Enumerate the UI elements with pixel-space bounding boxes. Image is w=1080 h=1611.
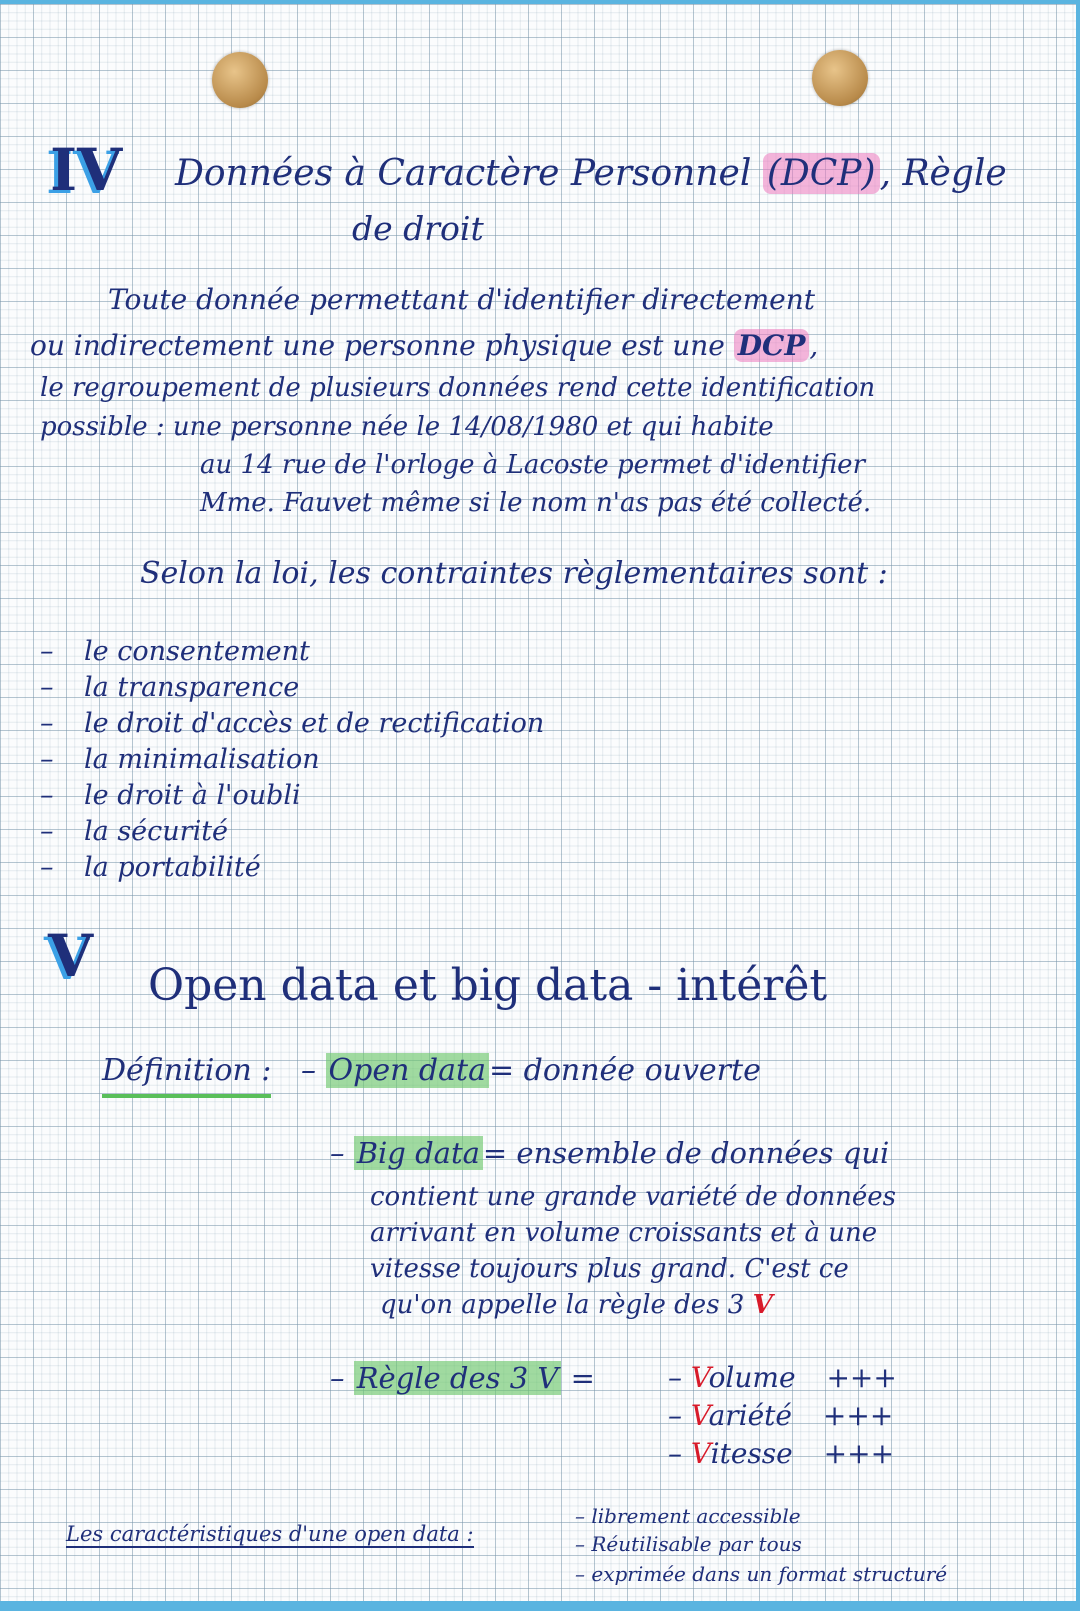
big-data-line-5 [380, 1292, 773, 1318]
paragraph-line-2 [30, 329, 819, 362]
rule-item-level: +++ [822, 1399, 894, 1432]
characteristic-text: exprimée dans un format structuré [591, 1562, 948, 1586]
rule-line [330, 1361, 595, 1395]
constraint-item: – le droit à l'oubli [40, 780, 301, 811]
dash: – [330, 1361, 354, 1395]
paragraph-line-1: Toute donnée permettant d'identifier directement [108, 283, 815, 316]
constraint-label: la sécurité [84, 816, 229, 847]
paragraph-line-5: au 14 rue de l'orloge à Lacoste permet d'identifier [200, 450, 865, 480]
rule-term: Règle des 3 V [354, 1361, 562, 1395]
constraint-label: le droit d'accès et de rectification [84, 708, 545, 739]
constraint-item: – la sécurité [40, 816, 229, 847]
title-dcp: (DCP) [763, 153, 880, 194]
title-part-2: Caractère Personnel [377, 153, 763, 194]
big-data-line-4: vitesse toujours plus grand. C'est ce [370, 1254, 849, 1284]
rule-item: – Volume +++ [668, 1361, 897, 1394]
characteristics-label [66, 1524, 474, 1545]
rule-item-letter: V [690, 1399, 709, 1432]
characteristic-item: – exprimée dans un format structuré [575, 1562, 948, 1586]
law-intro: Selon la loi, les contraintes règlementaires sont : [140, 556, 888, 591]
rule-item-letter: V [690, 1437, 711, 1470]
definition-label-row [102, 1053, 761, 1088]
equals: = [561, 1361, 595, 1395]
rule-item: – Variété +++ [668, 1399, 894, 1432]
punch-hole-right [812, 50, 868, 106]
big-data-line-2: contient une grande variété de données [370, 1182, 896, 1212]
big-data-def-5: qu'on appelle la règle des 3 [380, 1290, 753, 1320]
constraint-item: – la minimalisation [40, 744, 320, 775]
section-4-numeral: IV [50, 136, 123, 204]
constraint-item: – le consentement [40, 636, 310, 667]
big-data-line-3: arrivant en volume croissants et à une [370, 1218, 878, 1248]
characteristic-text: Réutilisable par tous [591, 1532, 802, 1556]
rule-item-letter: V [690, 1361, 709, 1394]
paragraph-dcp: DCP [734, 329, 810, 362]
constraint-label: la portabilité [84, 852, 261, 883]
big-data-v: V [752, 1290, 773, 1320]
characteristic-item: – librement accessible [575, 1504, 801, 1528]
big-data-term: Big data [354, 1136, 483, 1170]
constraint-label: le droit à l'oubli [84, 780, 301, 811]
paragraph-line-4: possible : une personne née le 14/08/1980 et qui habite [40, 412, 774, 442]
section-5-numeral: V [48, 922, 94, 990]
punch-hole-left [212, 52, 268, 108]
rule-item: – Vitesse +++ [668, 1437, 895, 1470]
constraint-item: – la transparence [40, 672, 300, 703]
rule-item-level: +++ [826, 1361, 897, 1394]
title-part-1: Données à [175, 153, 378, 194]
characteristics-label-text: Les caractéristiques d'une open data : [66, 1522, 474, 1546]
paragraph-line-2-end: , [809, 329, 819, 362]
rule-item-level: +++ [823, 1437, 895, 1470]
rule-item-rest: itesse [710, 1437, 793, 1470]
definition-label: Définition : [102, 1053, 271, 1098]
characteristic-text: librement accessible [591, 1504, 801, 1528]
dash: – [330, 1136, 354, 1170]
title-part-3: , Règle [879, 153, 1007, 194]
constraint-label: la minimalisation [84, 744, 320, 775]
section-5-title: Open data et big data - intérêt [148, 960, 828, 1011]
open-data-definition: = donnée ouverte [488, 1053, 761, 1088]
paragraph-line-2-text: ou indirectement une personne physique est une [30, 329, 734, 362]
big-data-line-1 [330, 1136, 890, 1170]
big-data-def-1: = ensemble de données qui [482, 1136, 890, 1170]
constraint-label: le consentement [84, 636, 310, 667]
paragraph-line-6: Mme. Fauvet même si le nom n'as pas été collecté. [200, 488, 872, 518]
notebook-page [0, 4, 1076, 1601]
constraint-item: – la portabilité [40, 852, 261, 883]
rule-item-rest: olume [708, 1361, 796, 1394]
paragraph-line-3: le regroupement de plusieurs données rend cette identification [40, 373, 876, 403]
section-4-title-line2: de droit [352, 209, 484, 248]
constraint-item: – le droit d'accès et de rectification [40, 708, 545, 739]
rule-item-rest: ariété [708, 1399, 792, 1432]
constraint-label: la transparence [84, 672, 300, 703]
section-4-title [175, 153, 1007, 194]
dash: – [300, 1053, 316, 1088]
characteristic-item: – Réutilisable par tous [575, 1532, 802, 1556]
open-data-term: Open data [326, 1053, 489, 1088]
